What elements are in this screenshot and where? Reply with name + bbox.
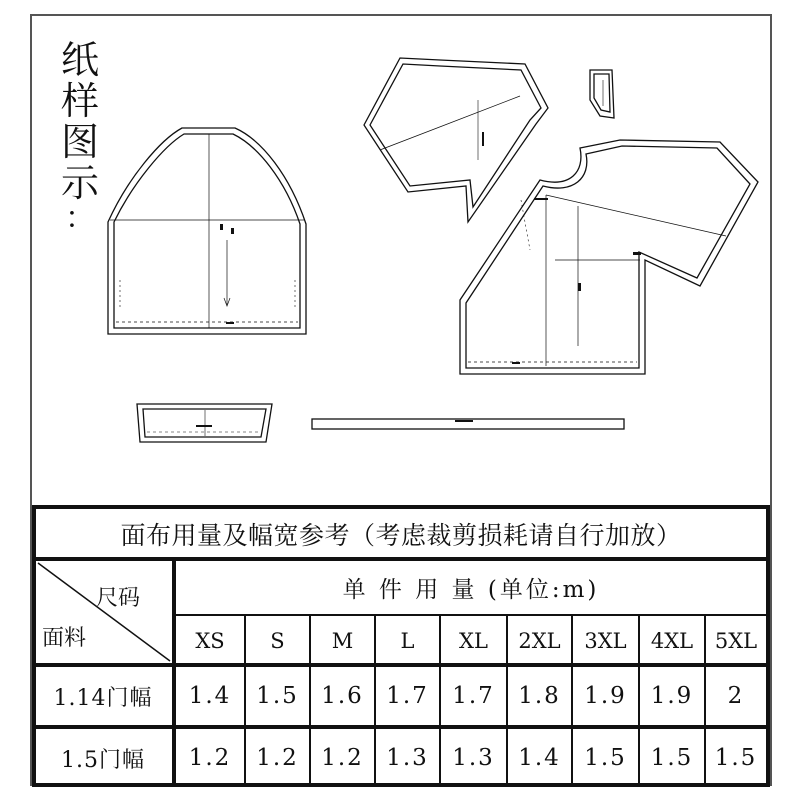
- size-header: 5XL: [714, 629, 758, 653]
- side-label-char: ：: [65, 201, 95, 236]
- usage-cell: 1.5: [650, 745, 694, 771]
- size-header: XS: [195, 629, 225, 653]
- usage-cell: 1.4: [518, 745, 561, 771]
- usage-cell: 1.2: [188, 745, 232, 771]
- side-label-char: 纸: [60, 38, 99, 82]
- side-label-char: 样: [60, 79, 99, 123]
- usage-cell: 1.9: [650, 683, 694, 709]
- usage-cell: 2: [727, 683, 745, 709]
- size-header: 3XL: [584, 629, 627, 653]
- usage-cell: 1.2: [256, 745, 299, 771]
- usage-cell: 1.9: [584, 683, 627, 709]
- pattern-diagram-label: [58, 40, 102, 234]
- size-header: S: [270, 629, 285, 653]
- corner-fabric-label: 面料: [42, 626, 87, 651]
- size-header: XL: [459, 629, 488, 653]
- usage-cell: 1.3: [452, 745, 495, 771]
- front-pattern-piece: [460, 140, 758, 374]
- side-label-char: 图: [60, 120, 99, 164]
- fabric-usage-table: [32, 505, 770, 787]
- row-label-1-5: 1.5门幅: [61, 747, 145, 773]
- usage-cell: 1.7: [452, 683, 495, 709]
- size-header: 2XL: [518, 629, 561, 653]
- usage-cell: 1.7: [386, 683, 429, 709]
- corner-size-label: 尺码: [96, 586, 141, 611]
- size-header: M: [331, 629, 354, 653]
- usage-cell: 1.3: [386, 745, 429, 771]
- usage-cell: 1.5: [256, 683, 299, 709]
- usage-cell: 1.8: [518, 683, 561, 709]
- usage-cell: 1.4: [188, 683, 232, 709]
- usage-cell: 1.2: [321, 745, 364, 771]
- hem-band-pattern-piece: [137, 404, 272, 442]
- unit-header: 单 件 用 量 (单位:m): [342, 577, 600, 603]
- size-header: 4XL: [650, 629, 694, 653]
- usage-cell: 1.5: [584, 745, 627, 771]
- usage-cell: 1.5: [714, 745, 758, 771]
- back-pattern-piece: [364, 58, 548, 222]
- size-header: L: [400, 629, 415, 653]
- row-label-1-14: 1.14门幅: [53, 685, 153, 711]
- usage-cell: 1.6: [321, 683, 364, 709]
- facing-pattern-piece: [590, 70, 614, 118]
- table-title: 面布用量及幅宽参考（考虑裁剪损耗请自行加放）: [120, 521, 682, 550]
- side-label-char: 示: [60, 161, 99, 205]
- sleeve-pattern-piece: [108, 128, 306, 334]
